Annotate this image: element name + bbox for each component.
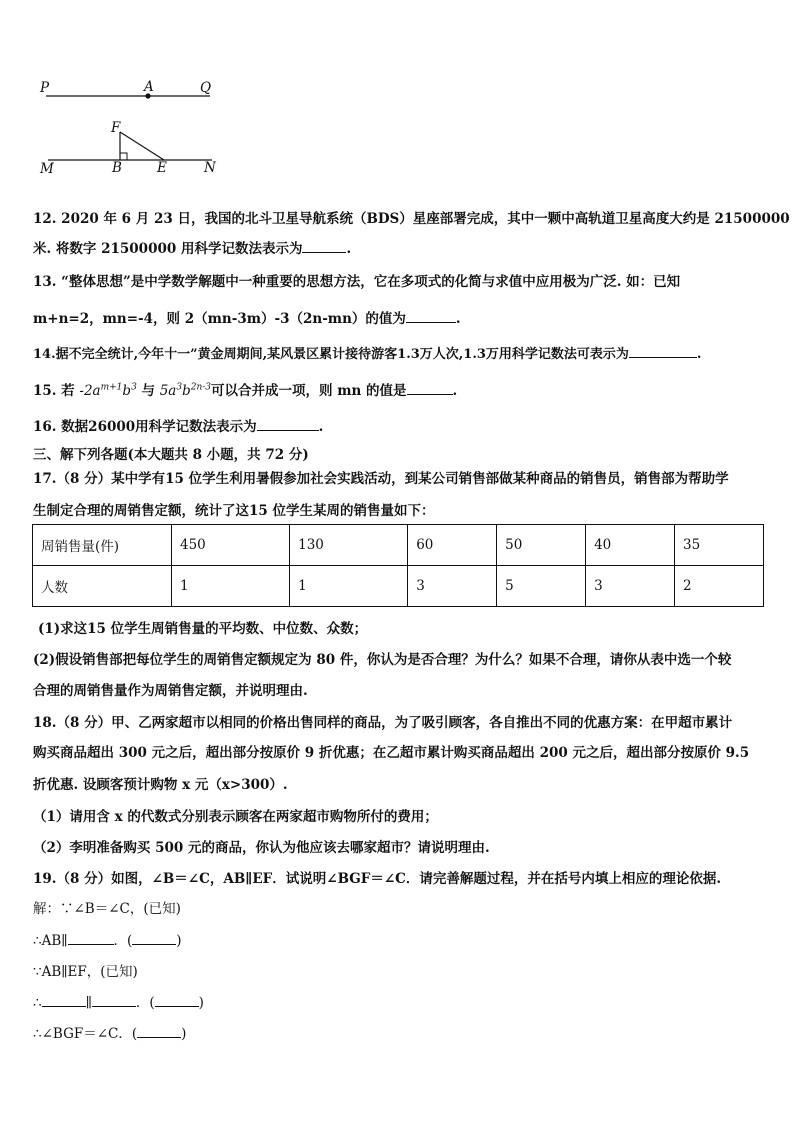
label-m: M — [40, 161, 54, 177]
q18-line2: 购买商品超出 300 元之后，超出部分按原价 9 折优惠；在乙超市累计购买商品超出 200 元之后，超出部分按原价 9.5 — [33, 745, 750, 761]
q16-line — [33, 415, 323, 435]
label-p: P — [40, 80, 50, 96]
q19-step4 — [33, 991, 204, 1011]
q12-text: 米. 将数字 21500000 用科学记数法表示为 — [33, 241, 303, 257]
table-cell: 2 — [675, 566, 764, 607]
sales-table — [32, 524, 764, 607]
table-cell: 450 — [172, 525, 290, 566]
table-cell: 40 — [586, 525, 675, 566]
q17-sub2-line1: (2)假设销售部把每位学生的周销售定额规定为 80 件，你认为是否合理？为什么？如果不合理，请你从表中选一个较 — [33, 652, 732, 668]
table-header-cell: 周销售量(件) — [33, 525, 172, 566]
label-f: F — [111, 120, 121, 136]
table-cell: 35 — [675, 525, 764, 566]
q14-answer-blank[interactable] — [629, 345, 697, 358]
q13-text: m+n=2，mn=-4，则 2（mn-3m）-3（2n-mn）的值为 — [33, 311, 406, 327]
q15-term1: $-2a^{m+1}b^3$ — [79, 382, 137, 399]
q18-line1: 18.（8 分）甲、乙两家超市以相同的价格出售同样的商品，为了吸引顾客，各自推出不同的优惠方案：在甲超市累计 — [33, 715, 733, 731]
q15-end: . — [452, 383, 458, 399]
q12-line1: 12. 2020 年 6 月 23 日，我国的北斗卫星导航系统（BDS）星座部署完成，其中一颗中高轨道卫星高度大约是 21500000 — [33, 211, 790, 227]
q19-step4-prefix: ∴ — [33, 995, 42, 1011]
table-row — [33, 525, 764, 566]
q14-end: . — [696, 347, 702, 362]
table-cell: 1 — [290, 566, 408, 607]
table-row — [33, 566, 764, 607]
table-cell: 1 — [172, 566, 290, 607]
q19-step2-reason-blank[interactable] — [132, 932, 176, 945]
q17-sub1: (1)求这15 位学生周销售量的平均数、中位数、众数； — [38, 621, 368, 637]
q15-and: 与 — [141, 383, 155, 399]
q17-sub2-line2: 合理的周销售量作为周销售定额，并说明理由. — [33, 683, 308, 699]
q19-step5-prefix: ∴∠BGF＝∠C．( — [33, 1026, 138, 1042]
q17-line2: 生制定合理的周销售定额，统计了这15 位学生某周的销售量如下： — [33, 503, 435, 519]
figure-perpendicular — [30, 120, 230, 170]
q19-step2-prefix: ∴AB∥ — [33, 933, 68, 949]
q15-term2: $5a^3b^{2n-3}$ — [159, 382, 212, 399]
q19-step1: 解：∵∠B＝∠C，(已知) — [33, 901, 181, 917]
q15-prefix: 15. 若 — [33, 383, 75, 399]
q19-step5 — [33, 1022, 186, 1042]
q12-line2 — [33, 237, 351, 257]
label-q: Q — [200, 80, 212, 96]
q13-answer-blank[interactable] — [406, 310, 456, 323]
q18-sub1: （1）请用含 x 的代数式分别表示顾客在两家超市购物所付的费用； — [33, 809, 438, 825]
q12-end: . — [346, 241, 352, 257]
q19-step4-blank2[interactable] — [92, 994, 136, 1007]
q15-answer-blank[interactable] — [407, 382, 453, 395]
label-a: A — [144, 79, 154, 95]
q12-answer-blank[interactable] — [302, 240, 346, 253]
table-cell: 60 — [408, 525, 497, 566]
table-header-cell: 人数 — [33, 566, 172, 607]
q19-step3: ∵AB∥EF，(已知) — [33, 964, 138, 980]
q13-line1: 13. “整体思想”是中学数学解题中一种重要的思想方法，它在多项式的化简与求值中应用极为广泛. 如：已知 — [33, 274, 681, 290]
q18-sub2: （2）李明准备购买 500 元的商品，你认为他应该去哪家超市？请说明理由. — [33, 840, 490, 856]
q19-step2-mid: ．( — [113, 933, 133, 949]
q19-step4-mid: ．( — [135, 995, 155, 1011]
q18-line3: 折优惠. 设顾客预计购物 x 元（x>300）. — [33, 777, 288, 793]
q14-line — [33, 343, 701, 362]
q19-step2-end: ) — [176, 933, 182, 949]
q13-line2 — [33, 307, 461, 327]
table-cell: 130 — [290, 525, 408, 566]
label-n: N — [204, 160, 216, 176]
section-3-heading: 三、解下列各题(本大题共 8 小题，共 72 分) — [33, 447, 309, 463]
label-b: B — [112, 160, 122, 176]
q15-suffix: 可以合并成一项，则 mn 的值是 — [211, 383, 407, 399]
q19-step4-parallel: ∥ — [85, 995, 92, 1011]
q19-step5-end: ) — [181, 1026, 187, 1042]
q16-answer-blank[interactable] — [257, 418, 319, 431]
label-e: E — [157, 160, 167, 176]
table-cell: 50 — [497, 525, 586, 566]
q19-step2-blank[interactable] — [68, 932, 114, 945]
q14-text: 14.据不完全统计,今年十一”黄金周期间,某风景区累计接待游客1.3万人次,1.3万用科学记数法可表示为 — [33, 347, 629, 362]
q19-line1: 19.（8 分）如图，∠B＝∠C，AB∥EF．试说明∠BGF＝∠C．请完善解题过程，并在括号内填上相应的理论依据. — [33, 871, 722, 887]
q16-text: 16. 数据26000用科学记数法表示为 — [33, 419, 257, 435]
q19-step4-reason-blank[interactable] — [155, 994, 199, 1007]
q17-line1: 17.（8 分）某中学有15 位学生利用暑假参加社会实践活动，到某公司销售部做某种商品的销售员，销售部为帮助学 — [33, 471, 729, 487]
right-angle-mark — [120, 153, 127, 160]
q16-end: . — [318, 419, 324, 435]
table-cell: 3 — [586, 566, 675, 607]
table-cell: 5 — [497, 566, 586, 607]
q19-step5-reason-blank[interactable] — [137, 1025, 181, 1038]
table-cell: 3 — [408, 566, 497, 607]
q13-end: . — [455, 311, 461, 327]
q19-step2 — [33, 929, 182, 949]
q19-step4-end: ) — [198, 995, 204, 1011]
q19-step4-blank1[interactable] — [42, 994, 86, 1007]
q15-line — [33, 379, 457, 399]
